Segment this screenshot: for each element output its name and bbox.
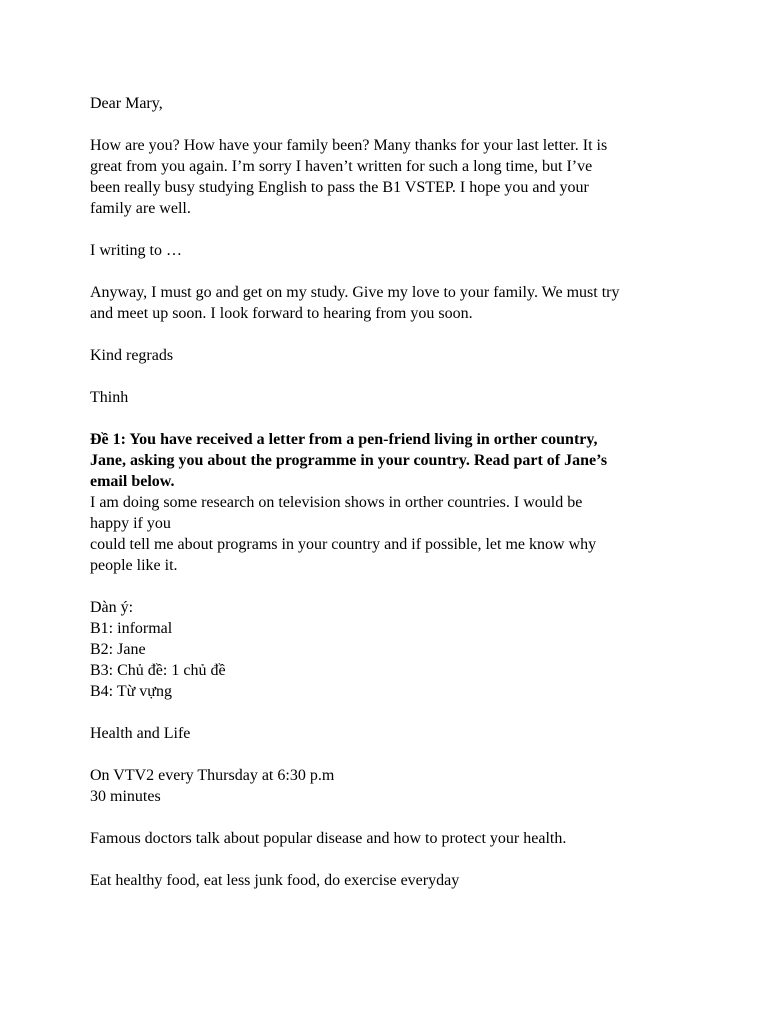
program-name-paragraph (90, 723, 690, 744)
task-heading (90, 429, 690, 492)
outline-section (90, 597, 690, 702)
intro-line: great from you again. I’m sorry I haven’t written for such a long time, but I’ve (90, 158, 593, 175)
task-section (90, 429, 690, 576)
email-line: could tell me about programs in your country and if possible, let me know why (90, 536, 597, 553)
task-heading-line: Jane, asking you about the programme in your country. Read part of Jane’s (90, 452, 608, 469)
task-email-excerpt (90, 492, 690, 576)
intro-line: been really busy studying English to pass the B1 VSTEP. I hope you and your (90, 179, 589, 196)
program-name: Health and Life (90, 725, 191, 742)
email-line: happy if you (90, 515, 171, 532)
signoff-text: Kind regrads (90, 347, 174, 364)
outline-step: B2: Jane (90, 641, 146, 658)
outline-step: B3: Chủ đề: 1 chủ đề (90, 662, 226, 679)
program-description-paragraph (90, 828, 690, 849)
letter-signature (90, 387, 690, 408)
program-schedule: On VTV2 every Thursday at 6:30 p.m (90, 767, 335, 784)
email-line: I am doing some research on television shows in orther countries. I would be (90, 494, 583, 511)
body-text: I writing to … (90, 242, 182, 259)
signature-text: Thinh (90, 389, 129, 406)
letter-body-paragraph (90, 240, 690, 261)
task-heading-line: Đề 1: You have received a letter from a pen-friend living in orther country, (90, 431, 598, 448)
program-description: Famous doctors talk about popular disease and how to protect your health. (90, 830, 567, 847)
outline-step: B1: informal (90, 620, 173, 637)
program-tips: Eat healthy food, eat less junk food, do exercise everyday (90, 872, 460, 889)
intro-line: How are you? How have your family been? Many thanks for your last letter. It is (90, 137, 608, 154)
greeting-text: Dear Mary, (90, 95, 163, 112)
program-duration: 30 minutes (90, 788, 161, 805)
closing-line: Anyway, I must go and get on my study. Give my love to your family. We must try (90, 284, 620, 301)
program-schedule-paragraph (90, 765, 690, 807)
letter-closing-paragraph (90, 282, 690, 324)
document-page (90, 93, 690, 891)
email-line: people like it. (90, 557, 178, 574)
outline-title: Dàn ý: (90, 599, 134, 616)
letter-intro-paragraph (90, 135, 690, 219)
intro-line: family are well. (90, 200, 191, 217)
program-tips-paragraph (90, 870, 690, 891)
letter-signoff (90, 345, 690, 366)
letter-greeting (90, 93, 690, 114)
closing-line: and meet up soon. I look forward to hearing from you soon. (90, 305, 473, 322)
task-heading-line: email below. (90, 473, 175, 490)
outline-step: B4: Từ vựng (90, 683, 172, 700)
